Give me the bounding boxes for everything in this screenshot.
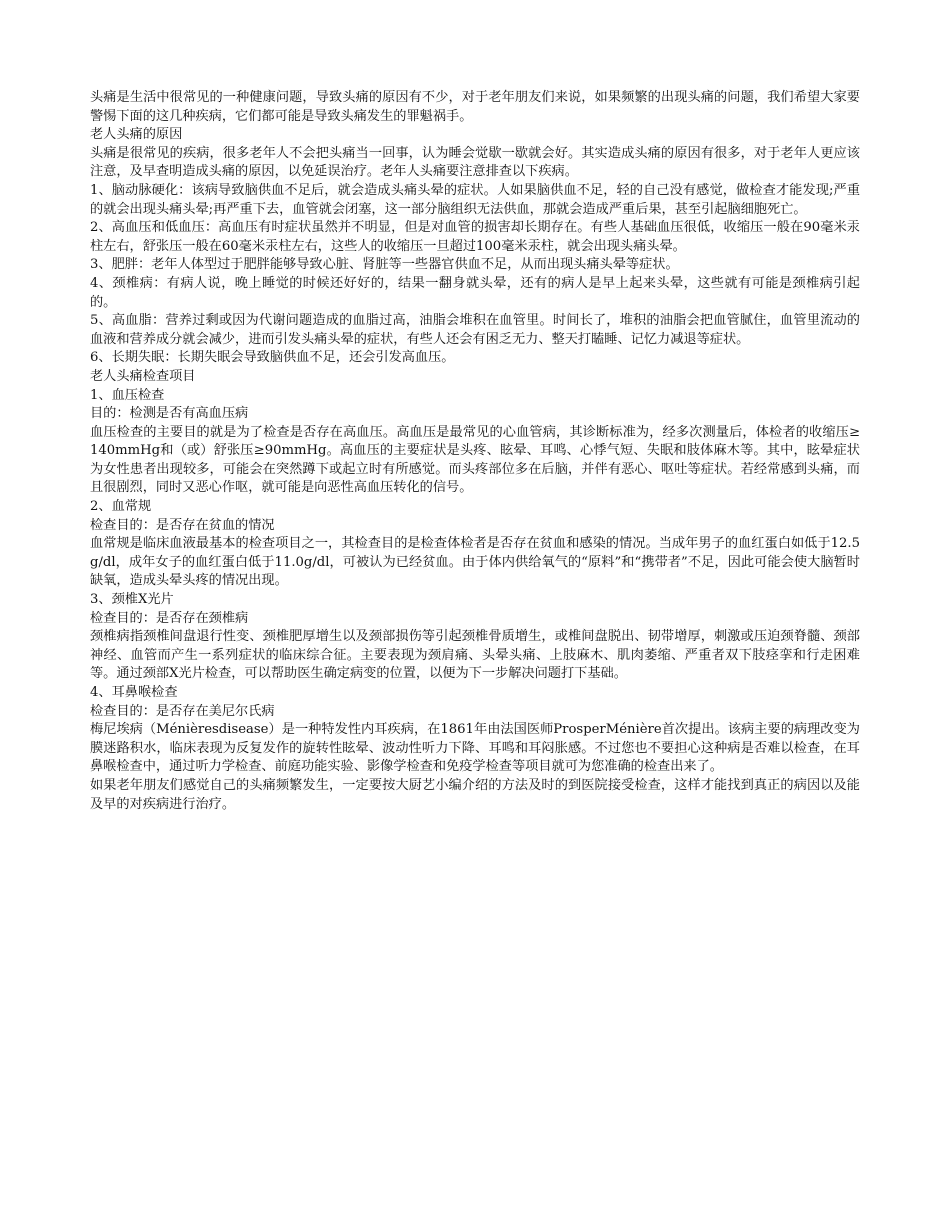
cause-item-obesity: 3、肥胖：老年人体型过于肥胖能够导致心脏、肾脏等一些器官供血不足，从而出现头痛头晕等症状。 [90, 257, 679, 273]
exam-detail-blood-pressure: 血压检查的主要目的就是为了检查是否存在高血压。高血压是最常见的心血管病，其诊断标准为，经多次测量后，体检者的收缩压≥140mmHg和（或）舒张压≥90mmHg。高血压的主要症状是头疼、眩晕、耳鸣、心悸气短、失眠和肢体麻木等。其中，眩晕症状为女性患者出现较多，可能会在突然蹲下或起立时有所感觉。而头疼部位多在后脑，并伴有恶心、呕吐等症状。若经常感到头痛，而且很剧烈，同时又恶心作呕，就可能是向恶性高血压转化的信号。 [90, 424, 860, 496]
cause-item-cervical-spondylosis: 4、颈椎病：有病人说，晚上睡觉的时候还好好的，结果一翻身就头晕，还有的病人是早上起来头晕，这些就有可能是颈椎病引起的。 [90, 275, 860, 310]
exam-detail-blood-routine: 血常规是临床血液最基本的检查项目之一，其检查目的是检查体检者是否存在贫血和感染的情况。当成年男子的血红蛋白如低于12.5g/dl，成年女子的血红蛋白低于11.0g/dl，可被认为已经贫血。由于体内供给氧气的“原料”和“携带者”不足，因此可能会使大脑暂时缺氧，造成头晕头疼的情况出现。 [90, 536, 860, 589]
exam-detail-cervical-xray: 颈椎病指颈椎间盘退行性变、颈椎肥厚增生以及颈部损伤等引起颈椎骨质增生，或椎间盘脱出、韧带增厚，刺激或压迫颈脊髓、颈部神经、血管而产生一系列症状的临床综合征。主要表现为颈肩痛、头晕头痛、上肢麻木、肌肉萎缩、严重者双下肢痉挛和行走困难等。通过颈部X光片检查，可以帮助医生确定病变的位置，以便为下一步解决问题打下基础。 [90, 629, 860, 682]
exam-purpose-ent: 检查目的：是否存在美尼尔氏病 [90, 703, 275, 719]
exam-heading-blood-pressure: 1、血压检查 [90, 387, 165, 403]
cause-item-hyperlipidemia: 5、高血脂：营养过剩或因为代谢问题造成的血脂过高，油脂会堆积在血管里。时间长了，堆积的油脂会把血管腻住，血管里流动的血液和营养成分就会减少，进而引发头痛头晕的症状，有些人还会有困乏无力、整天打瞌睡、记忆力减退等症状。 [90, 313, 860, 347]
closing-paragraph: 如果老年朋友们感觉自己的头痛频繁发生，一定要按大厨艺小编介绍的方法及时的到医院接受检查，这样才能找到真正的病因以及能及早的对疾病进行治疗。 [90, 777, 860, 812]
cause-item-insomnia: 6、长期失眠：长期失眠会导致脑供血不足，还会引发高血压。 [90, 350, 455, 366]
exam-detail-ent: 梅尼埃病（Ménièresdisease）是一种特发性内耳疾病，在1861年由法国医师ProsperMénière首次提出。该病主要的病理改变为膜迷路积水，临床表现为反复发作的旋转性眩晕、波动性听力下降、耳鸣和耳闷胀感。不过您也不要担心这种病是否难以检查，在耳鼻喉检查中，通过听力学检查、前庭功能实验、影像学检查和免疫学检查等项目就可为您准确的检查出来了。 [90, 722, 860, 775]
exam-purpose-blood-routine: 检查目的：是否存在贫血的情况 [90, 517, 275, 533]
causes-intro-paragraph: 头痛是很常见的疾病，很多老年人不会把头痛当一回事，认为睡会觉歇一歇就会好。其实造成头痛的原因有很多，对于老年人更应该注意，及早查明造成头痛的原因，以免延误治疗。老年人头痛要注意排查以下疾病。 [90, 145, 860, 180]
exam-purpose-blood-pressure: 目的：检测是否有高血压病 [90, 406, 249, 422]
exam-heading-cervical-xray: 3、颈椎X光片 [90, 592, 174, 608]
document-body [90, 89, 860, 814]
cause-item-blood-pressure: 2、高血压和低血压：高血压有时症状虽然并不明显，但是对血管的损害却长期存在。有些人基础血压很低，收缩压一般在90毫米汞柱左右，舒张压一般在60毫米汞柱左右，这些人的收缩压一旦超过100毫米汞柱，就会出现头痛头晕。 [90, 220, 860, 254]
exam-heading-ent: 4、耳鼻喉检查 [90, 685, 178, 700]
section-heading-causes: 老人头痛的原因 [90, 127, 183, 143]
cause-item-arteriosclerosis: 1、脑动脉硬化：该病导致脑供血不足后，就会造成头痛头晕的症状。人如果脑供血不足，轻的自己没有感觉，做检查才能发现;严重的就会出现头痛头晕;再严重下去，血管就会闭塞，这一部分脑组织无法供血，那就会造成严重后果，甚至引起脑细胞死亡。 [90, 182, 860, 217]
exam-purpose-cervical-xray: 检查目的：是否存在颈椎病 [90, 610, 249, 626]
intro-paragraph: 头痛是生活中很常见的一种健康问题，导致头痛的原因有不少，对于老年朋友们来说，如果频繁的出现头痛的问题，我们希望大家要警惕下面的这几种疾病，它们都可能是导致头痛发生的罪魁祸手。 [90, 90, 860, 124]
exam-heading-blood-routine: 2、血常规 [90, 499, 152, 515]
section-heading-exams: 老人头痛检查项目 [90, 368, 196, 384]
